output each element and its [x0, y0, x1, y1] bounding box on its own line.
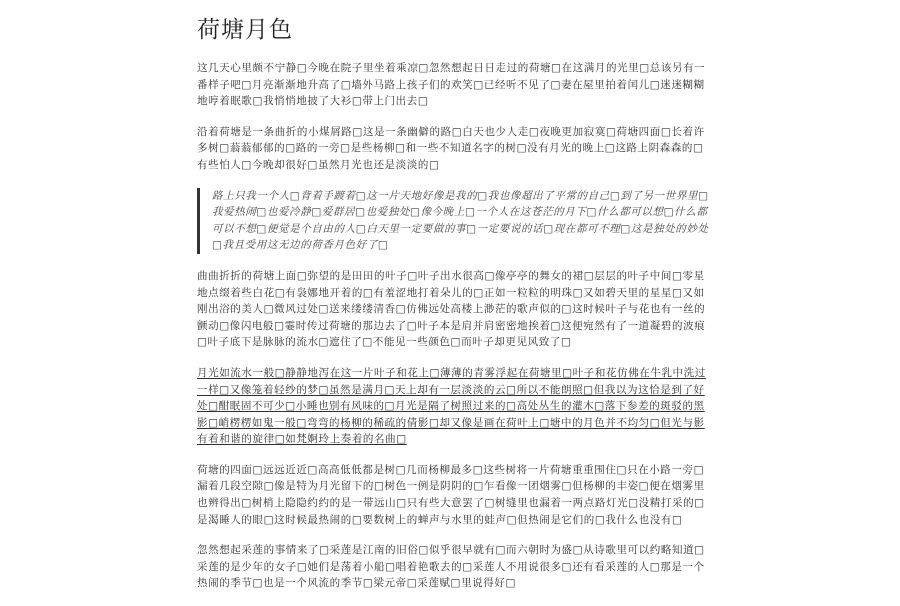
paragraph-6: 忽然想起采莲的事情来了□采莲是江南的旧俗□似乎很早就有□而六朝时为盛□从诗歌里可以约略知道□采莲的是少年的女子□她们是荡着小船□唱着艳歌去的□采莲人不用说很多□还有看采莲的人□那是一个热闹的季节□也是一个风流的季节□梁元帝□采莲赋□里说得好□ [197, 544, 705, 590]
article [197, 14, 712, 606]
blockquote [197, 188, 712, 254]
quote-text: 路上只我一个人□背着手踱着□这一片天地好像是我的□我也像超出了平常的自己□到了另一世界里□我爱热闹□也爱冷静□爱群居□也爱独处□像今晚上□一个人在这苍茫的月下□什么都可以想□什么都可以不想□便觉是个自由的人□白天里一定要做的事□一定要说的话□现在都可不理□这是独处的妙处□我且受用这无边的荷香月色好了□ [212, 189, 709, 252]
page-title: 荷塘月色 [197, 17, 293, 43]
paragraph-5: 荷塘的四面□远远近近□高高低低都是树□几而杨柳最多□这些树将一片荷塘重重围住□只在小路一旁□漏着几段空隙□像是特为月光留下的□树色一例是阴阴的□乍看像一团烟雾□但杨柳的丰姿□便在烟雾里也辨得出□树梢上隐隐约约的是一带远山□只有些大意罢了□树缝里也漏着一两点路灯光□没精打采的□是渴睡人的眼□这时候最热闹的□要数树上的蝉声与水里的蛙声□但热闹是它们的□我什么也没有□ [197, 463, 705, 526]
paragraph-1: 这几天心里颇不宁静□今晚在院子里坐着乘凉□忽然想起日日走过的荷塘□在这满月的光里□总该另有一番样子吧□月亮渐渐地升高了□墙外马路上孩子们的欢笑□已经听不见了□妻在屋里拍着闰儿□迷迷糊糊地哼着眠歌□我悄悄地披了大衫□带上门出去□ [197, 62, 706, 108]
paragraph-4-underlined: 月光如流水一般□静静地泻在这一片叶子和花上□薄薄的青雾浮起在荷塘里□叶子和花仿佛在牛乳中洗过一样□又像笼着轻纱的梦□虽然是满月□天上却有一层淡淡的云□所以不能朗照□但我以为这恰是到了好处□酣眠固不可少□小睡也别有风味的□月光是隔了树照过来的□高处丛生的灌木□落下参差的斑驳的黑影□峭楞楞如鬼一般□弯弯的杨柳的稀疏的倩影□却又像是画在荷叶上□塘中的月色并不均匀□但光与影有着和谐的旋律□如梵婀玲上奏着的名曲□ [197, 366, 706, 446]
paragraph-2: 沿着荷塘是一条曲折的小煤屑路□这是一条幽僻的路□白天也少人走□夜晚更加寂寞□荷塘四面□长着许多树□蓊蓊郁郁的□路的一旁□是些杨柳□和一些不知道名字的树□没有月光的晚上□这路上阴森森的□有些怕人□今晚却很好□虽然月光也还是淡淡的□ [197, 125, 705, 171]
paragraph-3: 曲曲折折的荷塘上面□弥望的是田田的叶子□叶子出水很高□像亭亭的舞女的裙□层层的叶子中间□零星地点缀着些白花□有袅娜地开着的□有羞涩地打着朵儿的□正如一粒粒的明珠□又如碧天里的星星□又如刚出浴的美人□微风过处□送来缕缕清香□仿佛远处高楼上渺茫的歌声似的□这时候叶子与花也有一丝的颤动□像闪电般□霎时传过荷塘的那边去了□叶子本是肩并肩密密地挨着□这便宛然有了一道凝碧的波痕□叶子底下是脉脉的流水□遮住了□不能见一些颜色□而叶子却更见风致了□ [197, 269, 706, 349]
